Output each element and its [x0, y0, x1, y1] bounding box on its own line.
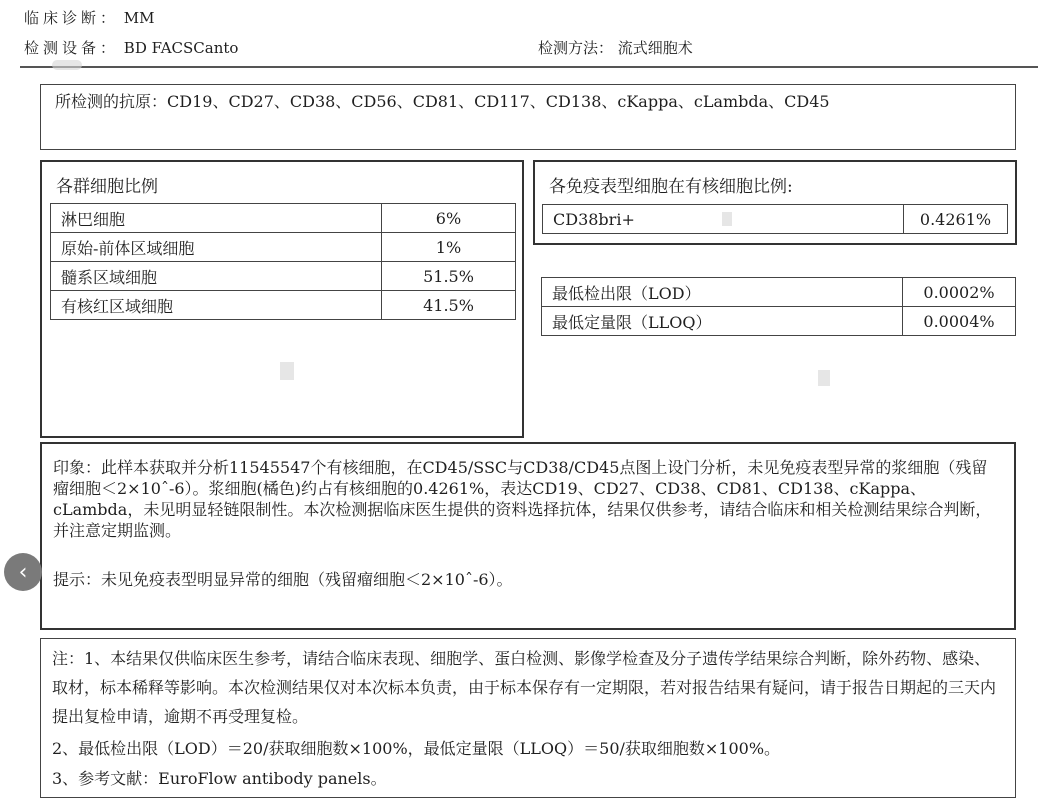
watermark-smudge: [722, 212, 732, 226]
diagnosis-line: [24, 7, 155, 28]
method-label: 检测方法：: [538, 39, 614, 57]
cell-group-name: 原始-前体区域细胞: [51, 233, 382, 262]
cell-group-name: 淋巴细胞: [51, 204, 382, 233]
table-row: [542, 307, 1016, 336]
table-row: [51, 204, 516, 233]
notes-line-3: 3、参考文献：EuroFlow antibody panels。: [52, 769, 387, 788]
device-value: BD FACSCanto: [123, 39, 239, 57]
limit-value: 0.0004%: [903, 307, 1016, 336]
antigens-label: 所检测的抗原：: [55, 92, 168, 111]
method-line: [538, 37, 693, 58]
impression-box: [40, 442, 1016, 630]
cell-groups-title: 各群细胞比例: [56, 177, 158, 197]
device-label: 检测设备：: [24, 39, 120, 57]
device-line: [24, 37, 238, 58]
diagnosis-label: 临床诊断：: [24, 9, 120, 27]
antigens-value: CD19、CD27、CD38、CD56、CD81、CD117、CD138、cKappa、cLambda、CD45: [167, 92, 830, 111]
header-divider: [20, 66, 1038, 68]
cell-groups-box: [40, 160, 524, 438]
table-row: [542, 278, 1016, 307]
limits-table: [541, 277, 1016, 336]
phenotype-table: [542, 204, 1008, 234]
cell-group-name: 髓系区域细胞: [51, 262, 382, 291]
antigens-box: [40, 84, 1016, 150]
antigens-line: [55, 89, 830, 112]
phenotype-box: [533, 160, 1017, 245]
watermark-smudge: [280, 362, 294, 380]
cell-group-value: 51.5%: [382, 262, 516, 291]
impression-text: 印象：此样本获取并分析11545547个有核细胞，在CD45/SSC与CD38/CD45点图上设门分析，未见免疫表型异常的浆细胞（残留瘤细胞＜2×10ˆ-6）。浆细胞(橘色)约占有核细胞的0.4261%，表达CD19、CD27、CD38、CD81、CD138、cKappa、cLambda，未见明显轻链限制性。本次检测据临床医生提供的资料选择抗体，结果仅供参考，请结合临床和相关检测结果综合判断，并注意定期监测。: [53, 458, 992, 540]
notes-line-1: 注：1、本结果仅供临床医生参考，请结合临床表现、细胞学、蛋白检测、影像学检查及分子遗传学结果综合判断，除外药物、感染、取材，标本稀释等影响。本次检测结果仅对本次标本负责，由于标本保存有一定期限，若对报告结果有疑问，请于报告日期起的三天内提出复检申请，逾期不再受理复检。: [52, 649, 997, 726]
table-row: [51, 262, 516, 291]
cell-group-value: 41.5%: [382, 291, 516, 320]
method-value: 流式细胞术: [617, 39, 693, 57]
watermark-smudge: [52, 60, 82, 70]
table-row: [51, 233, 516, 262]
table-row: [51, 291, 516, 320]
cell-groups-table: [50, 203, 516, 320]
phenotype-name: CD38bri+: [543, 205, 904, 234]
phenotype-title: 各免疫表型细胞在有核细胞比例:: [549, 177, 793, 197]
diagnosis-value: MM: [123, 9, 155, 27]
cell-group-value: 1%: [382, 233, 516, 262]
impression-hint: 提示：未见免疫表型明显异常的细胞（残留瘤细胞＜2×10ˆ-6）。: [53, 570, 513, 589]
chevron-left-icon[interactable]: ‹: [4, 553, 42, 591]
notes-box: [40, 638, 1016, 798]
notes-line-2: 2、最低检出限（LOD）＝20/获取细胞数×100%，最低定量限（LLOQ）＝50/获取细胞数×100%。: [52, 739, 781, 758]
limit-value: 0.0002%: [903, 278, 1016, 307]
cell-group-value: 6%: [382, 204, 516, 233]
limit-name: 最低定量限（LLOQ）: [542, 307, 903, 336]
watermark-smudge: [818, 370, 830, 386]
cell-group-name: 有核红区域细胞: [51, 291, 382, 320]
phenotype-value: 0.4261%: [904, 205, 1008, 234]
table-row: [543, 205, 1008, 234]
limit-name: 最低检出限（LOD）: [542, 278, 903, 307]
